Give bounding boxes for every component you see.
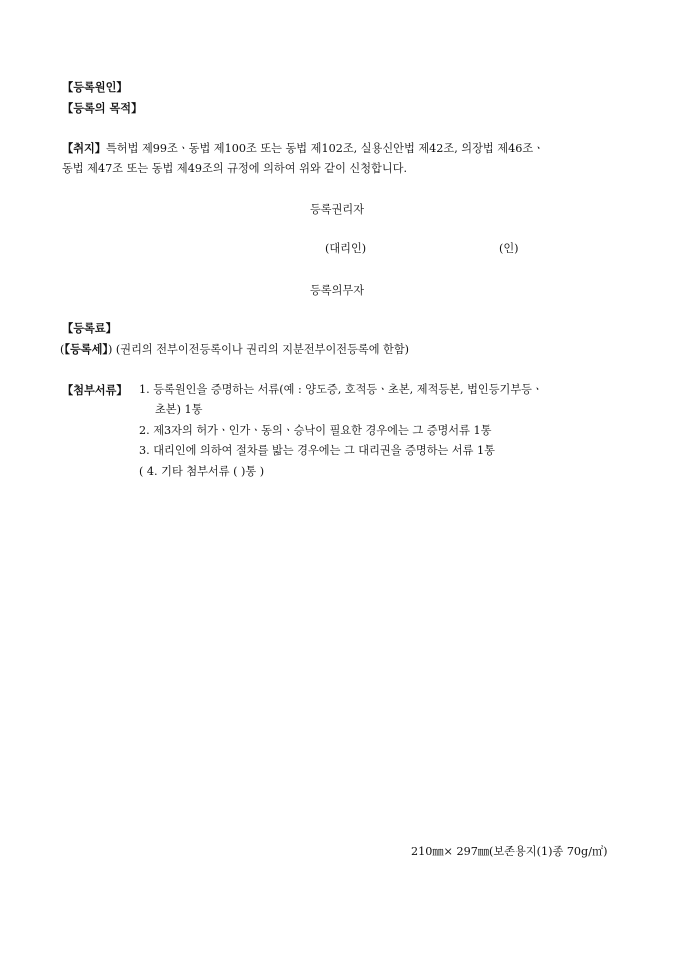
registration-cause-label: 【등록원인】 bbox=[62, 80, 128, 94]
registration-tax-note: ) (권리의 전부이전등록이나 권리의 지분전부이전등록에 한함) bbox=[107, 343, 410, 356]
purpose-statement-line2: 동법 제47조 또는 동법 제49조의 규정에 의하여 위와 같이 신청합니다. bbox=[62, 162, 408, 175]
purpose-statement-text: 특허법 제99조ㆍ동법 제100조 또는 동법 제102조, 실용신안법 제42조, 의장법 제46조ㆍ bbox=[106, 142, 544, 155]
attachment-item-1-cont: 초본) 1통 bbox=[155, 403, 203, 416]
attachment-item-4: ( 4. 기타 첨부서류 ( )통 ) bbox=[139, 465, 265, 478]
right-holder-label: 등록권리자 bbox=[310, 203, 365, 216]
attachment-item-3: 3. 대리인에 의하여 절차를 밟는 경우에는 그 대리권을 증명하는 서류 1통 bbox=[139, 444, 495, 457]
registration-tax-label: 【등록세】 bbox=[64, 342, 108, 356]
purpose-statement-line1 bbox=[62, 141, 544, 156]
footer-paper-spec: 210㎜× 297㎜(보존용지(1)종 70g/㎡) bbox=[411, 845, 608, 858]
registration-purpose-label: 【등록의 목적】 bbox=[62, 101, 143, 115]
registration-tax-line bbox=[60, 342, 409, 357]
attachment-item-2: 2. 제3자의 허가ㆍ인가ㆍ동의ㆍ승낙이 필요한 경우에는 그 증명서류 1통 bbox=[139, 424, 492, 437]
attachments-label: 【첨부서류】 bbox=[62, 383, 128, 397]
obligor-label: 등록의무자 bbox=[310, 284, 365, 297]
registration-tax-open: ( bbox=[60, 343, 65, 356]
purpose-statement-label: 【취지】 bbox=[62, 141, 106, 155]
attachment-item-1: 1. 등록원인을 증명하는 서류(예 : 양도증, 호적등ㆍ초본, 제적등본, 법인등기부등ㆍ bbox=[139, 383, 543, 396]
agent-label: (대리인) bbox=[325, 242, 367, 255]
seal-label: (인) bbox=[499, 242, 519, 255]
registration-fee-label: 【등록료】 bbox=[62, 321, 117, 335]
